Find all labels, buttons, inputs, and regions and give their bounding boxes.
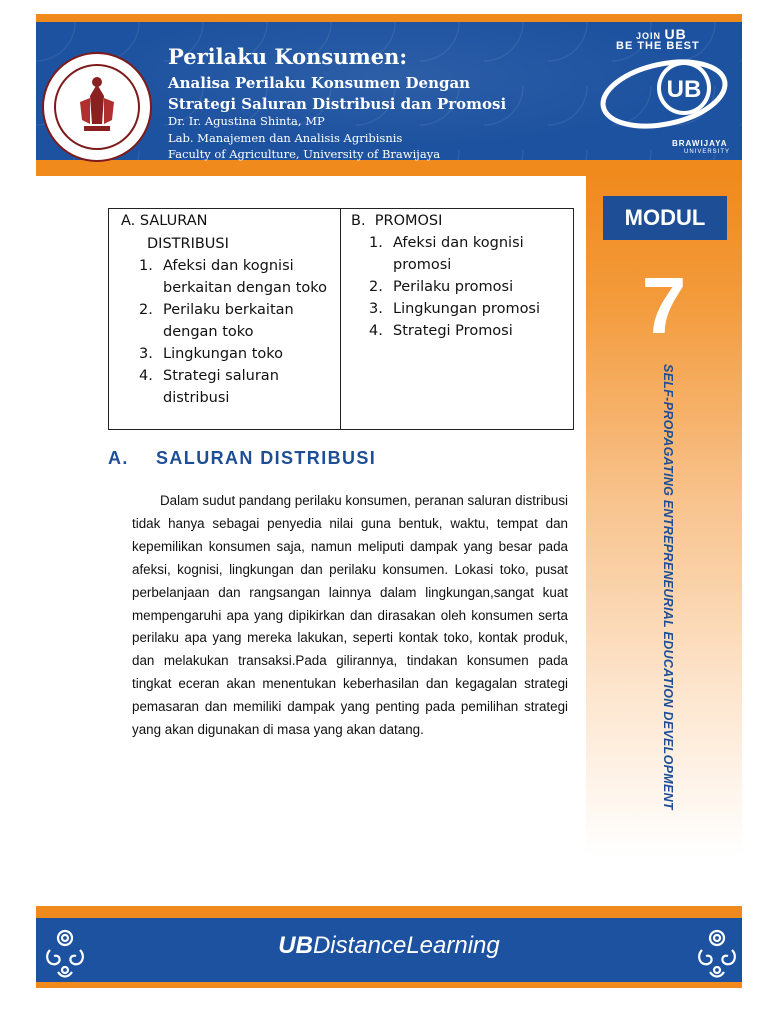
list-item-number: 4. <box>369 323 383 339</box>
list-item <box>121 255 340 299</box>
section-paragraph: Dalam sudut pandang perilaku konsumen, peranan saluran distribusi tidak hanya sebagai penyedia nilai guna bentuk, waktu, tempat dan kepemilikan konsumen saja, namun meliputi dampak yang besar pada afeksi, kognisi, lingkungan dan perilaku konsumen. Lokasi toko, pusat perbelanjaan dan rangsangan lainnya dalam lingkungan,sangat kuat mempengaruhi apa yang dipikirkan dan dirasakan oleh konsumen serta perilaku apa yang mereka lakukan, seperti kontak toko, kontak produk, dan melakukan transaksi.Pada gilirannya, tindakan konsumen pada tingkat eceran akan menentukan keberhasilan dan kegagalan strategi pemasaran dan memiliki dampak yang penting pada pemilihan strategi yang akan digunakan di masa yang akan datang. <box>132 493 568 738</box>
contents-list-distribution <box>121 255 340 409</box>
header-bottom-strip <box>36 160 742 176</box>
ub-logo-icon <box>592 44 732 144</box>
document-title: Perilaku Konsumen: <box>168 44 408 69</box>
footer-brand-rest: DistanceLearning <box>312 932 500 959</box>
footer-brand <box>36 932 742 960</box>
brand-join-ub: UB <box>664 26 687 42</box>
contents-column-promotion <box>341 209 573 429</box>
list-item-text: Perilaku berkaitan dengan toko <box>163 302 294 340</box>
list-item <box>351 320 573 342</box>
footer-brand-bold: UB <box>278 932 313 959</box>
footer-top-strip <box>36 906 742 918</box>
contents-column-distribution <box>109 209 341 429</box>
list-item-text: Strategi Promosi <box>393 323 513 339</box>
contents-heading-promotion: B. PROMOSI <box>351 213 443 229</box>
list-item <box>121 343 340 365</box>
list-item-text: Lingkungan promosi <box>393 301 541 317</box>
author-name: Dr. Ir. Agustina Shinta, MP <box>168 114 325 128</box>
contents-heading-distribution-line2: DISTRIBUSI <box>147 236 229 252</box>
university-seal-icon <box>42 52 152 162</box>
contents-list-promotion <box>351 232 573 342</box>
brand-name: BRAWIJAYA <box>672 139 728 148</box>
list-item-number: 1. <box>139 258 153 274</box>
brand-university: UNIVERSITY <box>684 149 731 155</box>
brand-best-text: BE THE BEST <box>616 40 700 52</box>
sidebar-vertical-text: SELF-PROPAGATING ENTREPRENEURIAL EDUCATION DEVELOPMENT <box>661 364 675 810</box>
section-letter: A. <box>108 448 129 468</box>
list-item-text: Afeksi dan kognisi berkaitan dengan toko <box>163 258 328 296</box>
document-subtitle-line2: Strategi Saluran Distribusi dan Promosi <box>168 95 507 113</box>
list-item-number: 3. <box>139 346 153 362</box>
list-item-number: 3. <box>369 301 383 317</box>
document-subtitle-line1: Analisa Perilaku Konsumen Dengan <box>168 74 471 92</box>
list-item <box>351 232 573 276</box>
list-item-number: 4. <box>139 368 153 384</box>
list-item-number: 2. <box>369 279 383 295</box>
section-heading <box>108 448 376 469</box>
list-item <box>351 298 573 320</box>
brand-join-word: JOIN <box>636 31 662 41</box>
footer-bottom-strip <box>36 982 742 988</box>
section-title: SALURAN DISTRIBUSI <box>156 448 377 468</box>
contents-table <box>108 208 574 430</box>
seal-graphic <box>44 54 150 160</box>
lab-name: Lab. Manajemen dan Analisis Agribisnis <box>168 131 403 145</box>
list-item-number: 1. <box>369 235 383 251</box>
list-item <box>121 299 340 343</box>
module-number: 7 <box>641 261 687 350</box>
list-item <box>121 365 340 409</box>
list-item <box>351 276 573 298</box>
list-item-text: Lingkungan toko <box>163 346 284 362</box>
faculty-name: Faculty of Agriculture, University of Brawijaya <box>168 147 441 161</box>
ub-logo-text: UB <box>666 76 702 103</box>
list-item-text: Strategi saluran distribusi <box>163 368 279 406</box>
contents-heading-distribution: A. SALURAN <box>121 213 208 229</box>
list-item-number: 2. <box>139 302 153 318</box>
module-label: MODUL <box>603 196 727 240</box>
list-item-text: Afeksi dan kognisi promosi <box>393 235 524 273</box>
list-item-text: Perilaku promosi <box>393 279 514 295</box>
